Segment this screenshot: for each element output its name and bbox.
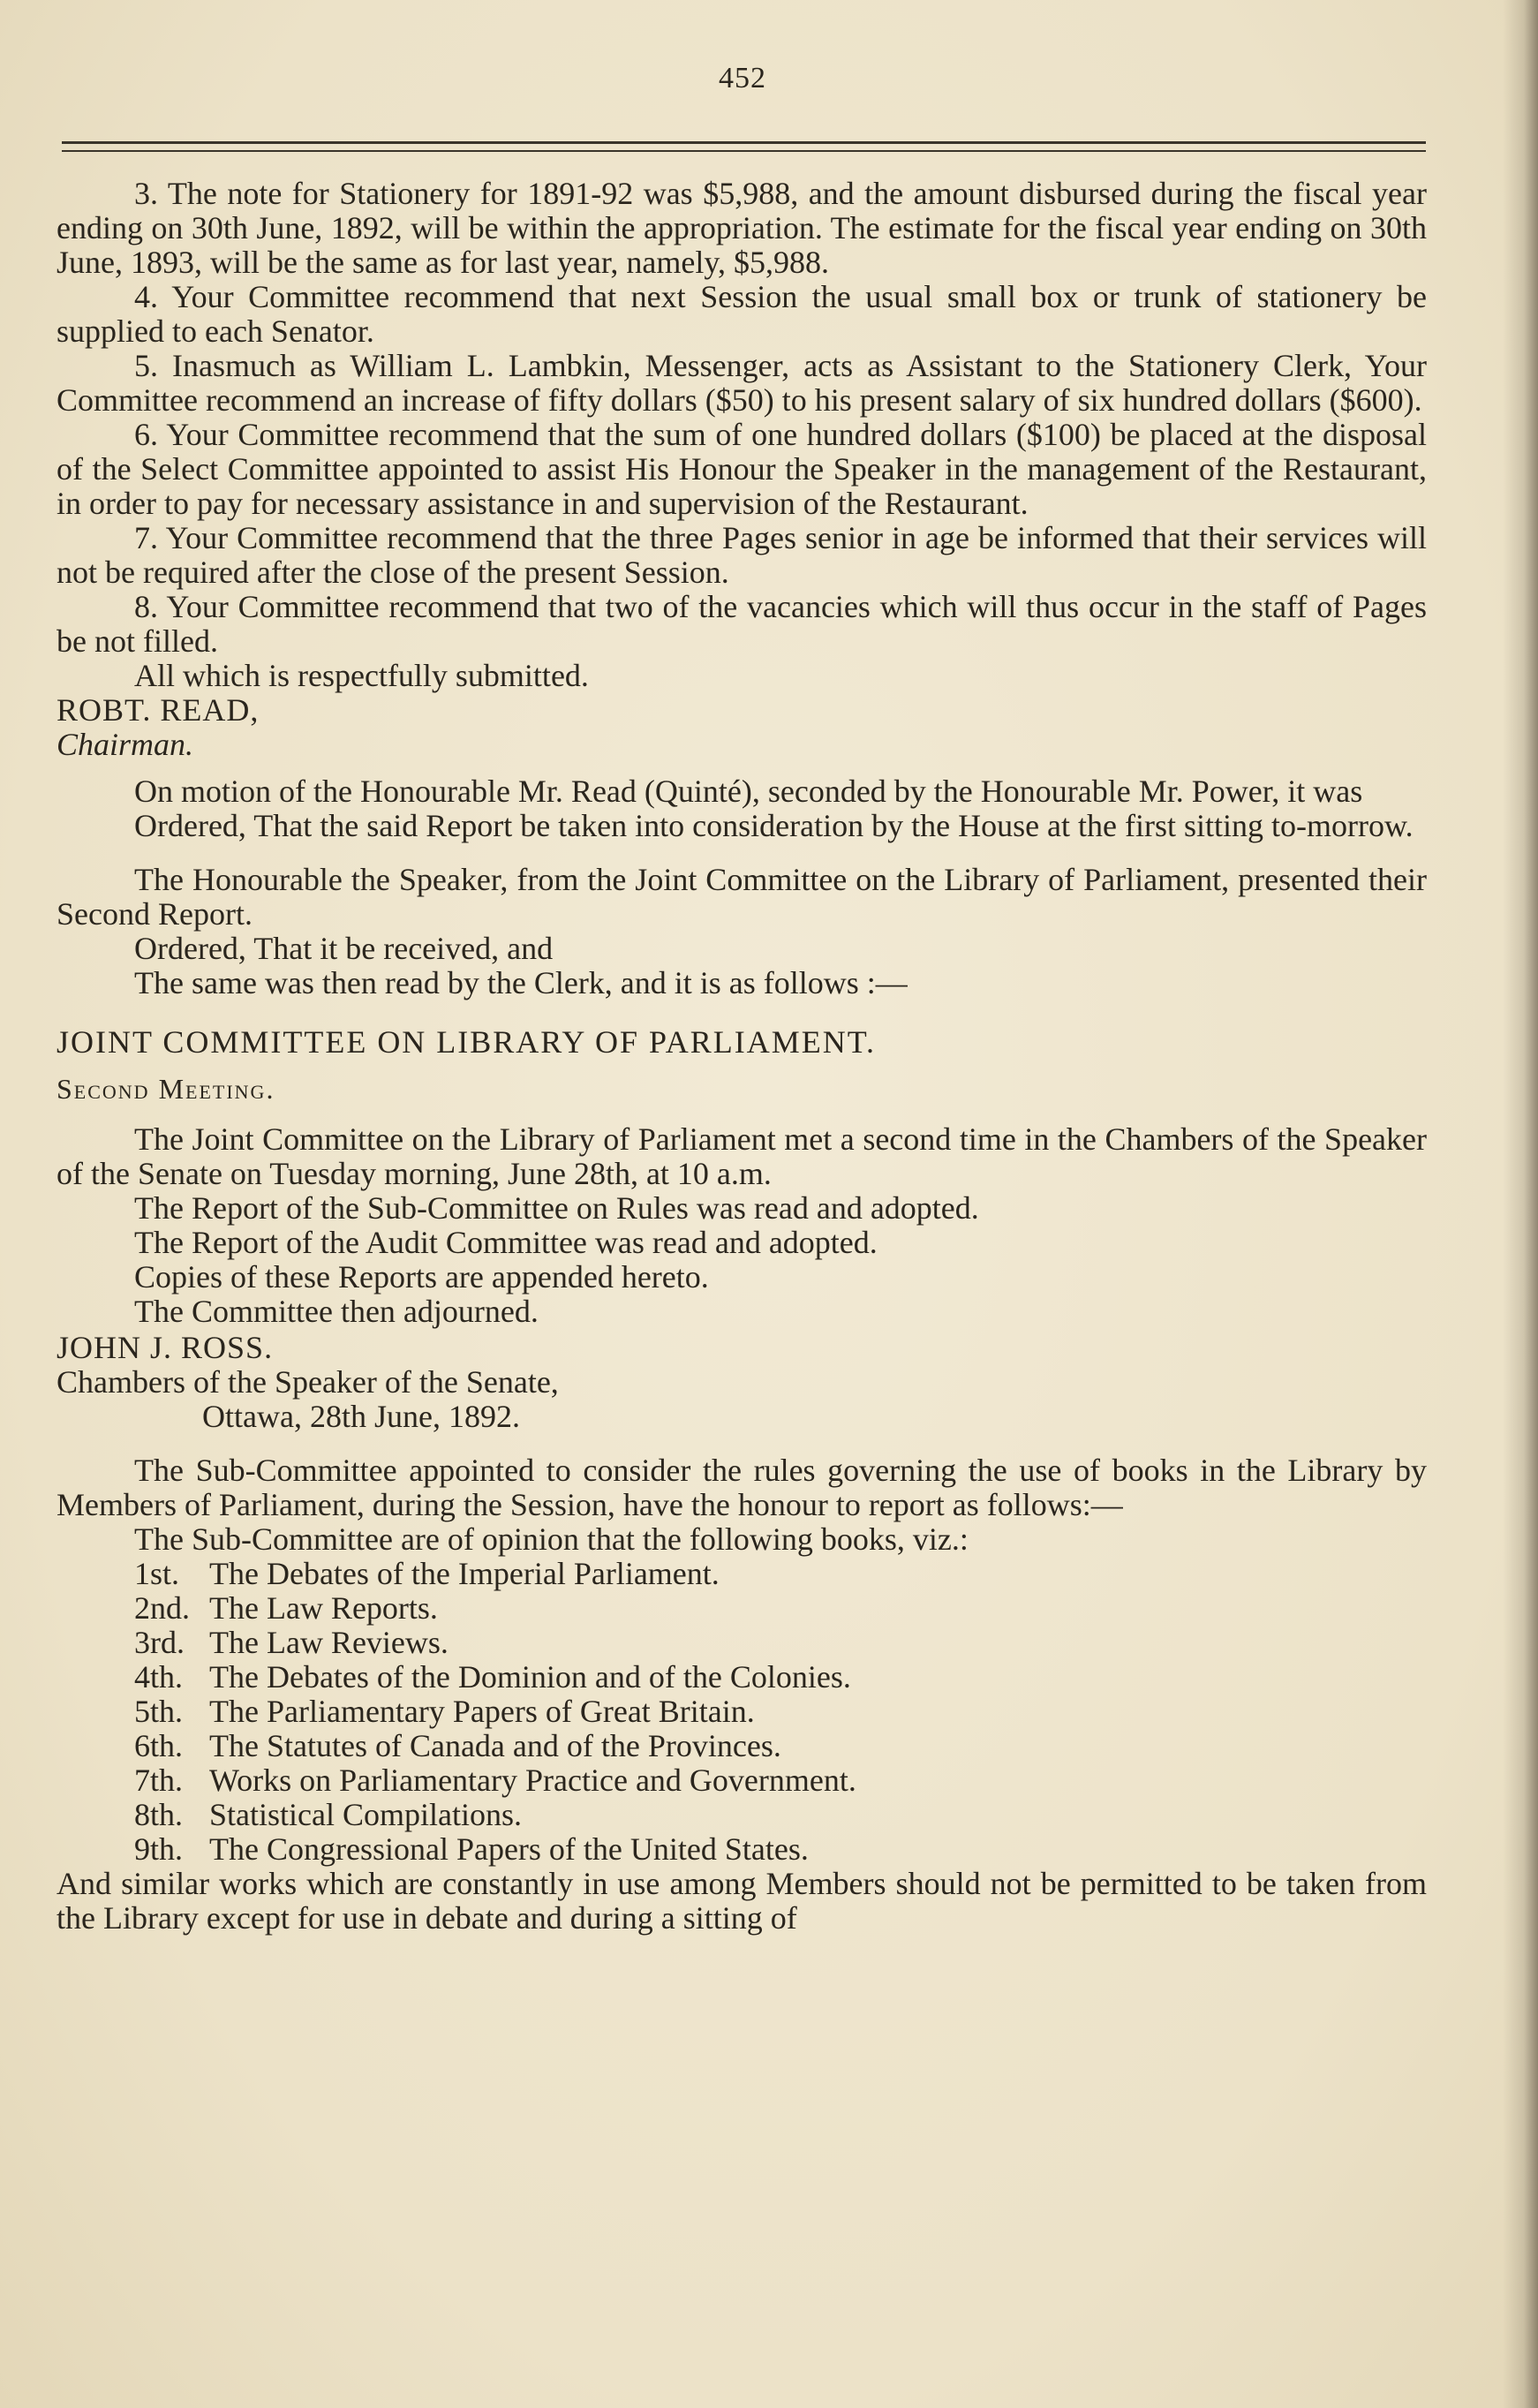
books-list <box>57 1557 1427 1867</box>
list-item-ordinal: 2nd. <box>134 1590 190 1626</box>
report-item-5: 5. Inasmuch as William L. Lambkin, Messenger, acts as Assistant to the Stationery Clerk, Your Committee recommend an increase of fifty dollars ($50) to his present salary of six hundred dollars ($600). <box>57 348 1427 418</box>
list-item-text: Works on Parliamentary Practice and Government. <box>209 1763 856 1798</box>
header-rule-secondary <box>62 150 1426 152</box>
meeting-heading: Second Meeting. <box>57 1073 275 1105</box>
report-item-7: 7. Your Committee recommend that the three Pages senior in age be informed that their services will not be required after the close of the present Session. <box>57 520 1427 590</box>
signature2-name: JOHN J. ROSS. <box>57 1330 274 1365</box>
list-item-text: The Law Reviews. <box>209 1625 449 1660</box>
report-item-4: 4. Your Committee recommend that next Session the usual small box or trunk of stationery be supplied to each Senator. <box>57 279 1427 349</box>
meeting-paragraph: The Report of the Sub-Committee on Rules was read and adopted. <box>134 1190 979 1226</box>
page-edge-shadow <box>1503 0 1538 2408</box>
list-item-ordinal: 4th. <box>134 1659 184 1695</box>
meeting-paragraph: Copies of these Reports are appended hereto. <box>134 1259 709 1295</box>
list-item-ordinal: 7th. <box>134 1763 184 1798</box>
list-item <box>134 1798 1427 1832</box>
meeting-paragraph: The Report of the Audit Committee was read and adopted. <box>134 1225 878 1260</box>
subcommittee-intro: The Sub-Committee appointed to consider the rules governing the use of books in the Library by Members of Parliament, during the Session, have the honour to report as follows:— <box>57 1453 1427 1522</box>
report-item-3: 3. The note for Stationery for 1891-92 was $5,988, and the amount disbursed during the fiscal year ending on 30th June, 1892, will be within the appropriation. The estimate for the fiscal year ending on 30th June, 1893, will be the same as for last year, namely, $5,988. <box>57 176 1427 280</box>
list-item-ordinal: 6th. <box>134 1728 184 1763</box>
subcommittee-opinion: The Sub-Committee are of opinion that the following books, viz.: <box>134 1521 969 1557</box>
list-item-ordinal: 3rd. <box>134 1625 185 1660</box>
page-number: 452 <box>719 62 766 94</box>
list-item-ordinal: 1st. <box>134 1556 180 1591</box>
list-item-text: The Debates of the Imperial Parliament. <box>209 1556 720 1591</box>
list-item-text: The Congressional Papers of the United States. <box>209 1831 809 1867</box>
signature-name: ROBT. READ, <box>57 692 260 728</box>
committee-heading: JOINT COMMITTEE ON LIBRARY OF PARLIAMENT. <box>57 1024 877 1060</box>
list-item-ordinal: 8th. <box>134 1797 184 1832</box>
signature-title: Chairman. <box>57 727 194 762</box>
report-item-8: 8. Your Committee recommend that two of the vacancies which will thus occur in the staff of Pages be not filled. <box>57 589 1427 659</box>
list-item-text: The Statutes of Canada and of the Provinces. <box>209 1728 781 1763</box>
closing-paragraph: And similar works which are constantly in use among Members should not be permitted to be taken from the Library except for use in debate and during a sitting of <box>57 1866 1427 1936</box>
list-item <box>134 1729 1427 1763</box>
library-read: The same was then read by the Clerk, and it is as follows :— <box>134 965 908 1000</box>
list-item-ordinal: 5th. <box>134 1694 184 1729</box>
motion-order: Ordered, That the said Report be taken into consideration by the House at the first sitting to-morrow. <box>134 808 1414 843</box>
report-submission: All which is respectfully submitted. <box>134 658 589 693</box>
list-item <box>134 1763 1427 1798</box>
location-line1: Chambers of the Speaker of the Senate, <box>57 1364 559 1400</box>
list-item <box>134 1557 1427 1591</box>
library-order: Ordered, That it be received, and <box>134 931 554 966</box>
list-item <box>134 1591 1427 1626</box>
list-item-text: Statistical Compilations. <box>209 1797 522 1832</box>
list-item-text: The Debates of the Dominion and of the Colonies. <box>209 1659 851 1695</box>
header-rule <box>62 141 1426 144</box>
report-item-6: 6. Your Committee recommend that the sum of one hundred dollars ($100) be placed at the disposal of the Select Committee appointed to assist His Honour the Speaker in the management of the Restaurant, in order to pay for necessary assistance in and supervision of the Restaurant. <box>57 417 1427 521</box>
list-item-text: The Law Reports. <box>209 1590 438 1626</box>
list-item <box>134 1832 1427 1867</box>
location-line2: Ottawa, 28th June, 1892. <box>202 1399 520 1434</box>
list-item <box>134 1695 1427 1729</box>
list-item-text: The Parliamentary Papers of Great Britain. <box>209 1694 755 1729</box>
motion-text: On motion of the Honourable Mr. Read (Quinté), seconded by the Honourable Mr. Power, it was <box>134 774 1363 809</box>
list-item <box>134 1626 1427 1660</box>
list-item-ordinal: 9th. <box>134 1831 184 1867</box>
page-body <box>57 177 1427 1936</box>
meeting-paragraph: The Committee then adjourned. <box>134 1294 539 1329</box>
list-item <box>134 1660 1427 1695</box>
meeting-paragraph: The Joint Committee on the Library of Parliament met a second time in the Chambers of the Speaker of the Senate on Tuesday morning, June 28th, at 10 a.m. <box>57 1121 1427 1191</box>
library-intro: The Honourable the Speaker, from the Joint Committee on the Library of Parliament, presented their Second Report. <box>57 862 1427 932</box>
